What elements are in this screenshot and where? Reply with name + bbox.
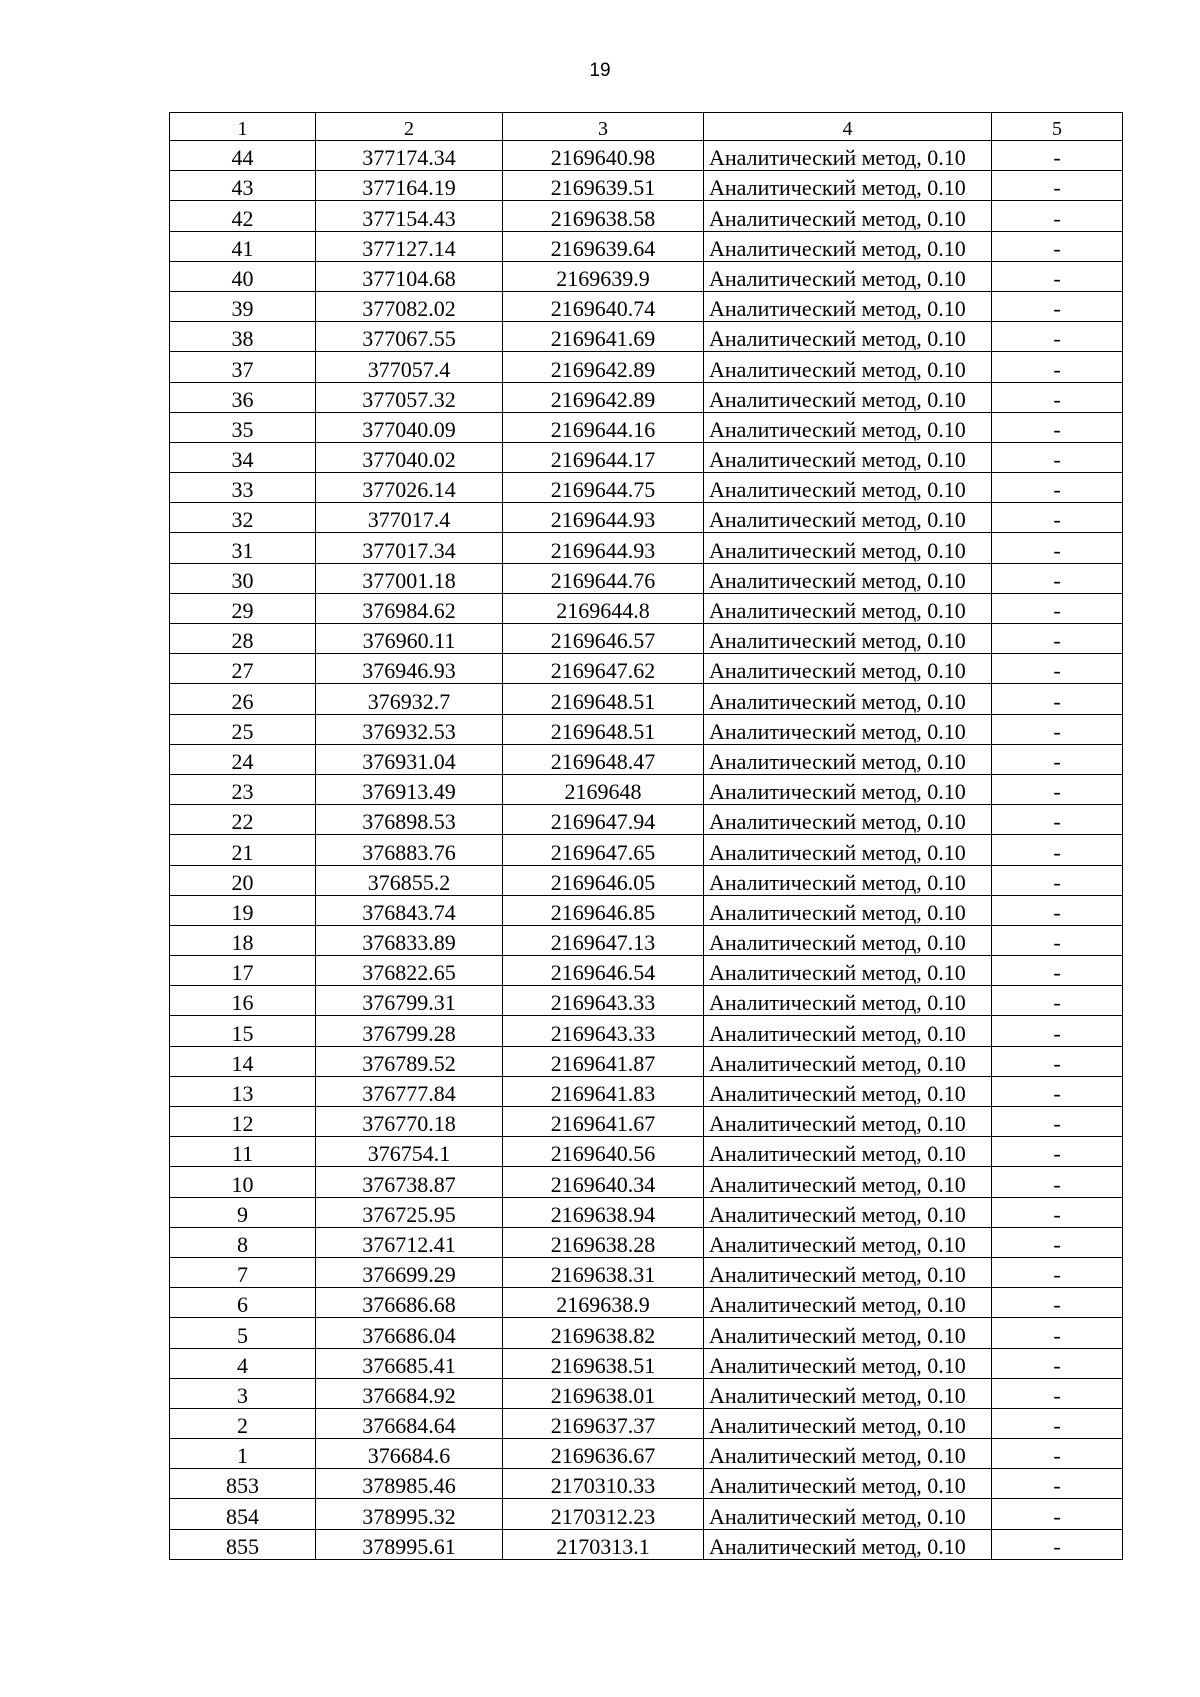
y-coordinate-cell: 2169638.9 [503, 1288, 704, 1318]
table-row [170, 291, 1123, 321]
x-coordinate-cell: 376932.7 [316, 684, 503, 714]
note-cell: - [992, 171, 1123, 201]
point-number-cell: 853 [170, 1469, 316, 1499]
note-cell: - [992, 352, 1123, 382]
method-cell: Аналитический метод, 0.10 [704, 201, 992, 231]
y-coordinate-cell: 2170310.33 [503, 1469, 704, 1499]
method-cell: Аналитический метод, 0.10 [704, 231, 992, 261]
x-coordinate-cell: 376684.64 [316, 1408, 503, 1438]
table-row [170, 986, 1123, 1016]
method-cell: Аналитический метод, 0.10 [704, 1046, 992, 1076]
table-row [170, 684, 1123, 714]
x-coordinate-cell: 378985.46 [316, 1469, 503, 1499]
note-cell: - [992, 684, 1123, 714]
method-cell: Аналитический метод, 0.10 [704, 1348, 992, 1378]
note-cell: - [992, 1257, 1123, 1287]
note-cell: - [992, 1167, 1123, 1197]
note-cell: - [992, 1107, 1123, 1137]
point-number-cell: 10 [170, 1167, 316, 1197]
x-coordinate-cell: 376799.31 [316, 986, 503, 1016]
method-cell: Аналитический метод, 0.10 [704, 291, 992, 321]
y-coordinate-cell: 2169641.87 [503, 1046, 704, 1076]
y-coordinate-cell: 2169640.98 [503, 141, 704, 171]
y-coordinate-cell: 2170312.23 [503, 1499, 704, 1529]
method-cell: Аналитический метод, 0.10 [704, 1016, 992, 1046]
point-number-cell: 40 [170, 261, 316, 291]
x-coordinate-cell: 378995.61 [316, 1529, 503, 1559]
table-row [170, 835, 1123, 865]
point-number-cell: 11 [170, 1137, 316, 1167]
table-row [170, 1016, 1123, 1046]
note-cell: - [992, 1076, 1123, 1106]
note-cell: - [992, 322, 1123, 352]
point-number-cell: 15 [170, 1016, 316, 1046]
y-coordinate-cell: 2169643.33 [503, 1016, 704, 1046]
x-coordinate-cell: 377001.18 [316, 563, 503, 593]
point-number-cell: 35 [170, 412, 316, 442]
x-coordinate-cell: 376843.74 [316, 895, 503, 925]
method-cell: Аналитический метод, 0.10 [704, 1227, 992, 1257]
method-cell: Аналитический метод, 0.10 [704, 141, 992, 171]
point-number-cell: 8 [170, 1227, 316, 1257]
x-coordinate-cell: 376789.52 [316, 1046, 503, 1076]
x-coordinate-cell: 377174.34 [316, 141, 503, 171]
note-cell: - [992, 1288, 1123, 1318]
point-number-cell: 23 [170, 774, 316, 804]
table-row [170, 1167, 1123, 1197]
y-coordinate-cell: 2169638.58 [503, 201, 704, 231]
y-coordinate-cell: 2169647.13 [503, 925, 704, 955]
x-coordinate-cell: 376712.41 [316, 1227, 503, 1257]
note-cell: - [992, 503, 1123, 533]
method-cell: Аналитический метод, 0.10 [704, 1529, 992, 1559]
point-number-cell: 22 [170, 805, 316, 835]
y-coordinate-cell: 2169648.47 [503, 744, 704, 774]
point-number-cell: 9 [170, 1197, 316, 1227]
table-row [170, 1107, 1123, 1137]
y-coordinate-cell: 2169640.56 [503, 1137, 704, 1167]
x-coordinate-cell: 377127.14 [316, 231, 503, 261]
x-coordinate-cell: 376684.6 [316, 1439, 503, 1469]
point-number-cell: 7 [170, 1257, 316, 1287]
point-number-cell: 14 [170, 1046, 316, 1076]
table-row [170, 925, 1123, 955]
y-coordinate-cell: 2169644.76 [503, 563, 704, 593]
x-coordinate-cell: 376770.18 [316, 1107, 503, 1137]
x-coordinate-cell: 376799.28 [316, 1016, 503, 1046]
point-number-cell: 29 [170, 593, 316, 623]
y-coordinate-cell: 2169646.57 [503, 624, 704, 654]
y-coordinate-cell: 2169637.37 [503, 1408, 704, 1438]
y-coordinate-cell: 2169643.33 [503, 986, 704, 1016]
table-row [170, 1408, 1123, 1438]
x-coordinate-cell: 377164.19 [316, 171, 503, 201]
note-cell: - [992, 412, 1123, 442]
point-number-cell: 1 [170, 1439, 316, 1469]
method-cell: Аналитический метод, 0.10 [704, 1257, 992, 1287]
table-row [170, 805, 1123, 835]
note-cell: - [992, 201, 1123, 231]
method-cell: Аналитический метод, 0.10 [704, 1378, 992, 1408]
x-coordinate-cell: 376913.49 [316, 774, 503, 804]
note-cell: - [992, 1439, 1123, 1469]
note-cell: - [992, 1137, 1123, 1167]
method-cell: Аналитический метод, 0.10 [704, 322, 992, 352]
point-number-cell: 37 [170, 352, 316, 382]
point-number-cell: 39 [170, 291, 316, 321]
table-row [170, 382, 1123, 412]
table-row [170, 1378, 1123, 1408]
table-row [170, 563, 1123, 593]
method-cell: Аналитический метод, 0.10 [704, 593, 992, 623]
x-coordinate-cell: 377040.09 [316, 412, 503, 442]
method-cell: Аналитический метод, 0.10 [704, 986, 992, 1016]
y-coordinate-cell: 2169639.51 [503, 171, 704, 201]
point-number-cell: 3 [170, 1378, 316, 1408]
x-coordinate-cell: 376932.53 [316, 714, 503, 744]
note-cell: - [992, 925, 1123, 955]
column-header-1: 1 [170, 113, 316, 141]
table-row [170, 1348, 1123, 1378]
point-number-cell: 13 [170, 1076, 316, 1106]
method-cell: Аналитический метод, 0.10 [704, 412, 992, 442]
method-cell: Аналитический метод, 0.10 [704, 684, 992, 714]
method-cell: Аналитический метод, 0.10 [704, 805, 992, 835]
method-cell: Аналитический метод, 0.10 [704, 503, 992, 533]
note-cell: - [992, 473, 1123, 503]
x-coordinate-cell: 376725.95 [316, 1197, 503, 1227]
point-number-cell: 854 [170, 1499, 316, 1529]
point-number-cell: 26 [170, 684, 316, 714]
table-header-row [170, 113, 1123, 141]
y-coordinate-cell: 2169644.16 [503, 412, 704, 442]
table-row [170, 503, 1123, 533]
note-cell: - [992, 1378, 1123, 1408]
method-cell: Аналитический метод, 0.10 [704, 1197, 992, 1227]
y-coordinate-cell: 2169646.85 [503, 895, 704, 925]
table-row [170, 1197, 1123, 1227]
y-coordinate-cell: 2169639.9 [503, 261, 704, 291]
x-coordinate-cell: 376931.04 [316, 744, 503, 774]
note-cell: - [992, 1499, 1123, 1529]
note-cell: - [992, 291, 1123, 321]
y-coordinate-cell: 2169638.31 [503, 1257, 704, 1287]
table-row [170, 412, 1123, 442]
y-coordinate-cell: 2169641.69 [503, 322, 704, 352]
table-row [170, 322, 1123, 352]
point-number-cell: 32 [170, 503, 316, 533]
note-cell: - [992, 986, 1123, 1016]
note-cell: - [992, 382, 1123, 412]
x-coordinate-cell: 377026.14 [316, 473, 503, 503]
method-cell: Аналитический метод, 0.10 [704, 714, 992, 744]
note-cell: - [992, 1227, 1123, 1257]
note-cell: - [992, 744, 1123, 774]
point-number-cell: 43 [170, 171, 316, 201]
y-coordinate-cell: 2169648.51 [503, 684, 704, 714]
note-cell: - [992, 956, 1123, 986]
table-row [170, 533, 1123, 563]
point-number-cell: 12 [170, 1107, 316, 1137]
method-cell: Аналитический метод, 0.10 [704, 1439, 992, 1469]
table-row [170, 1439, 1123, 1469]
point-number-cell: 21 [170, 835, 316, 865]
x-coordinate-cell: 378995.32 [316, 1499, 503, 1529]
point-number-cell: 20 [170, 865, 316, 895]
table-row [170, 654, 1123, 684]
method-cell: Аналитический метод, 0.10 [704, 1107, 992, 1137]
method-cell: Аналитический метод, 0.10 [704, 1167, 992, 1197]
table-row [170, 1137, 1123, 1167]
note-cell: - [992, 141, 1123, 171]
table-row [170, 865, 1123, 895]
note-cell: - [992, 624, 1123, 654]
y-coordinate-cell: 2169641.67 [503, 1107, 704, 1137]
y-coordinate-cell: 2170313.1 [503, 1529, 704, 1559]
table-row [170, 352, 1123, 382]
method-cell: Аналитический метод, 0.10 [704, 382, 992, 412]
method-cell: Аналитический метод, 0.10 [704, 835, 992, 865]
method-cell: Аналитический метод, 0.10 [704, 956, 992, 986]
method-cell: Аналитический метод, 0.10 [704, 563, 992, 593]
note-cell: - [992, 1529, 1123, 1559]
y-coordinate-cell: 2169638.51 [503, 1348, 704, 1378]
y-coordinate-cell: 2169638.94 [503, 1197, 704, 1227]
x-coordinate-cell: 377057.32 [316, 382, 503, 412]
method-cell: Аналитический метод, 0.10 [704, 442, 992, 472]
column-header-3: 3 [503, 113, 704, 141]
point-number-cell: 33 [170, 473, 316, 503]
x-coordinate-cell: 376833.89 [316, 925, 503, 955]
table-row [170, 442, 1123, 472]
y-coordinate-cell: 2169648.51 [503, 714, 704, 744]
note-cell: - [992, 714, 1123, 744]
x-coordinate-cell: 376960.11 [316, 624, 503, 654]
note-cell: - [992, 1469, 1123, 1499]
table-row [170, 261, 1123, 291]
point-number-cell: 6 [170, 1288, 316, 1318]
x-coordinate-cell: 376855.2 [316, 865, 503, 895]
method-cell: Аналитический метод, 0.10 [704, 895, 992, 925]
note-cell: - [992, 1016, 1123, 1046]
column-header-2: 2 [316, 113, 503, 141]
note-cell: - [992, 231, 1123, 261]
note-cell: - [992, 442, 1123, 472]
method-cell: Аналитический метод, 0.10 [704, 1137, 992, 1167]
method-cell: Аналитический метод, 0.10 [704, 865, 992, 895]
method-cell: Аналитический метод, 0.10 [704, 1288, 992, 1318]
note-cell: - [992, 1046, 1123, 1076]
method-cell: Аналитический метод, 0.10 [704, 261, 992, 291]
y-coordinate-cell: 2169636.67 [503, 1439, 704, 1469]
y-coordinate-cell: 2169638.01 [503, 1378, 704, 1408]
point-number-cell: 2 [170, 1408, 316, 1438]
note-cell: - [992, 1408, 1123, 1438]
y-coordinate-cell: 2169640.34 [503, 1167, 704, 1197]
x-coordinate-cell: 376686.04 [316, 1318, 503, 1348]
point-number-cell: 36 [170, 382, 316, 412]
point-number-cell: 5 [170, 1318, 316, 1348]
note-cell: - [992, 895, 1123, 925]
x-coordinate-cell: 376684.92 [316, 1378, 503, 1408]
table-row [170, 1076, 1123, 1106]
point-number-cell: 30 [170, 563, 316, 593]
method-cell: Аналитический метод, 0.10 [704, 1499, 992, 1529]
table-row [170, 141, 1123, 171]
note-cell: - [992, 563, 1123, 593]
y-coordinate-cell: 2169640.74 [503, 291, 704, 321]
point-number-cell: 16 [170, 986, 316, 1016]
x-coordinate-cell: 376898.53 [316, 805, 503, 835]
table-row [170, 201, 1123, 231]
table-row [170, 1227, 1123, 1257]
x-coordinate-cell: 377017.34 [316, 533, 503, 563]
x-coordinate-cell: 376984.62 [316, 593, 503, 623]
x-coordinate-cell: 377067.55 [316, 322, 503, 352]
point-number-cell: 31 [170, 533, 316, 563]
note-cell: - [992, 1197, 1123, 1227]
method-cell: Аналитический метод, 0.10 [704, 1408, 992, 1438]
point-number-cell: 4 [170, 1348, 316, 1378]
note-cell: - [992, 654, 1123, 684]
point-number-cell: 19 [170, 895, 316, 925]
y-coordinate-cell: 2169641.83 [503, 1076, 704, 1106]
table-row [170, 171, 1123, 201]
method-cell: Аналитический метод, 0.10 [704, 654, 992, 684]
table-row [170, 1469, 1123, 1499]
note-cell: - [992, 805, 1123, 835]
coordinates-table [169, 112, 1123, 1560]
method-cell: Аналитический метод, 0.10 [704, 352, 992, 382]
table-row [170, 1318, 1123, 1348]
note-cell: - [992, 1318, 1123, 1348]
x-coordinate-cell: 376946.93 [316, 654, 503, 684]
table-row [170, 744, 1123, 774]
column-header-4: 4 [704, 113, 992, 141]
x-coordinate-cell: 376883.76 [316, 835, 503, 865]
table-row [170, 714, 1123, 744]
table-row [170, 1288, 1123, 1318]
method-cell: Аналитический метод, 0.10 [704, 1318, 992, 1348]
y-coordinate-cell: 2169644.93 [503, 503, 704, 533]
table-row [170, 231, 1123, 261]
x-coordinate-cell: 377082.02 [316, 291, 503, 321]
column-header-5: 5 [992, 113, 1123, 141]
table-row [170, 956, 1123, 986]
x-coordinate-cell: 376699.29 [316, 1257, 503, 1287]
y-coordinate-cell: 2169646.54 [503, 956, 704, 986]
x-coordinate-cell: 377040.02 [316, 442, 503, 472]
table-row [170, 473, 1123, 503]
point-number-cell: 38 [170, 322, 316, 352]
x-coordinate-cell: 377154.43 [316, 201, 503, 231]
point-number-cell: 28 [170, 624, 316, 654]
y-coordinate-cell: 2169647.65 [503, 835, 704, 865]
x-coordinate-cell: 376822.65 [316, 956, 503, 986]
method-cell: Аналитический метод, 0.10 [704, 473, 992, 503]
y-coordinate-cell: 2169644.93 [503, 533, 704, 563]
y-coordinate-cell: 2169638.82 [503, 1318, 704, 1348]
point-number-cell: 18 [170, 925, 316, 955]
x-coordinate-cell: 376686.68 [316, 1288, 503, 1318]
x-coordinate-cell: 377017.4 [316, 503, 503, 533]
point-number-cell: 44 [170, 141, 316, 171]
y-coordinate-cell: 2169642.89 [503, 382, 704, 412]
method-cell: Аналитический метод, 0.10 [704, 774, 992, 804]
table-row [170, 774, 1123, 804]
note-cell: - [992, 835, 1123, 865]
point-number-cell: 855 [170, 1529, 316, 1559]
point-number-cell: 27 [170, 654, 316, 684]
method-cell: Аналитический метод, 0.10 [704, 171, 992, 201]
table-row [170, 1046, 1123, 1076]
y-coordinate-cell: 2169638.28 [503, 1227, 704, 1257]
method-cell: Аналитический метод, 0.10 [704, 1469, 992, 1499]
method-cell: Аналитический метод, 0.10 [704, 1076, 992, 1106]
table-row [170, 1257, 1123, 1287]
y-coordinate-cell: 2169648 [503, 774, 704, 804]
x-coordinate-cell: 376777.84 [316, 1076, 503, 1106]
note-cell: - [992, 865, 1123, 895]
x-coordinate-cell: 376738.87 [316, 1167, 503, 1197]
x-coordinate-cell: 376754.1 [316, 1137, 503, 1167]
page-number: 19 [589, 60, 611, 81]
y-coordinate-cell: 2169639.64 [503, 231, 704, 261]
y-coordinate-cell: 2169644.75 [503, 473, 704, 503]
note-cell: - [992, 774, 1123, 804]
table-row [170, 1499, 1123, 1529]
method-cell: Аналитический метод, 0.10 [704, 744, 992, 774]
y-coordinate-cell: 2169646.05 [503, 865, 704, 895]
method-cell: Аналитический метод, 0.10 [704, 624, 992, 654]
method-cell: Аналитический метод, 0.10 [704, 533, 992, 563]
point-number-cell: 41 [170, 231, 316, 261]
y-coordinate-cell: 2169647.94 [503, 805, 704, 835]
point-number-cell: 25 [170, 714, 316, 744]
note-cell: - [992, 593, 1123, 623]
method-cell: Аналитический метод, 0.10 [704, 925, 992, 955]
y-coordinate-cell: 2169644.8 [503, 593, 704, 623]
table-row [170, 593, 1123, 623]
note-cell: - [992, 1348, 1123, 1378]
table-row [170, 895, 1123, 925]
point-number-cell: 34 [170, 442, 316, 472]
y-coordinate-cell: 2169647.62 [503, 654, 704, 684]
note-cell: - [992, 533, 1123, 563]
x-coordinate-cell: 376685.41 [316, 1348, 503, 1378]
note-cell: - [992, 261, 1123, 291]
y-coordinate-cell: 2169642.89 [503, 352, 704, 382]
x-coordinate-cell: 377104.68 [316, 261, 503, 291]
table-body [170, 113, 1123, 1560]
table-row [170, 624, 1123, 654]
point-number-cell: 17 [170, 956, 316, 986]
point-number-cell: 42 [170, 201, 316, 231]
x-coordinate-cell: 377057.4 [316, 352, 503, 382]
point-number-cell: 24 [170, 744, 316, 774]
y-coordinate-cell: 2169644.17 [503, 442, 704, 472]
table-row [170, 1529, 1123, 1559]
